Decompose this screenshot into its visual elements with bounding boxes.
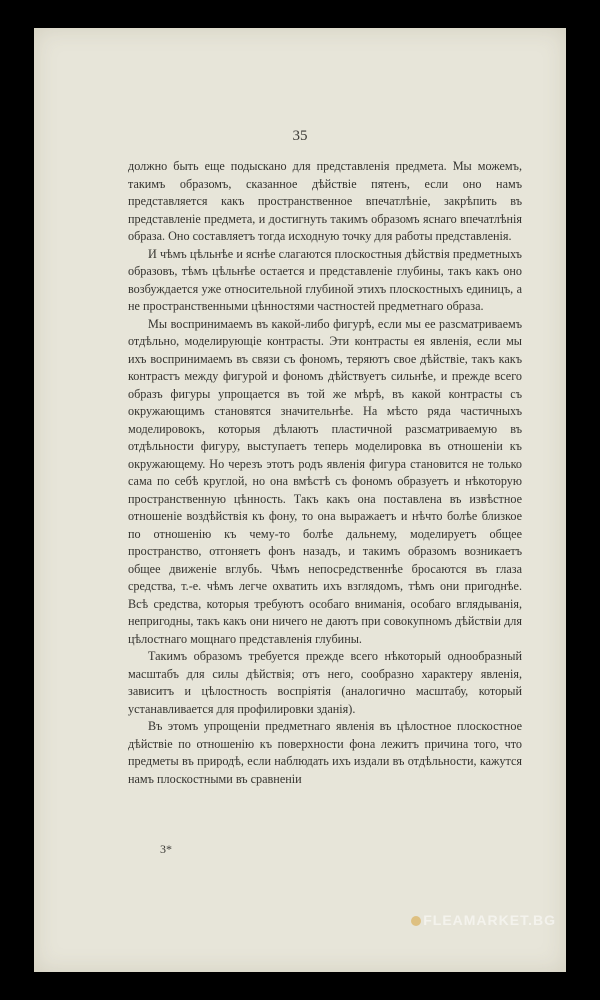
signature-mark: 3* (160, 842, 172, 856)
book-page (34, 28, 566, 972)
watermark (411, 912, 556, 928)
watermark-logo-icon (411, 916, 421, 926)
paragraph-2: И чѣмъ цѣльнѣе и яснѣе слагаются плоскостныя дѣйствія предметныхъ образовъ, тѣмъ цѣльнѣе остается и представленіе глубины, такъ какъ оно возбуждается уже относительной глубиной этихъ плоскостныхъ единицъ, а не пространственными цѣнностями частностей предметнаго образа. (128, 246, 522, 313)
paragraph-3: Мы воспринимаемъ въ какой-либо фигурѣ, если мы ее разсматриваемъ отдѣльно, моделирующіе контрасты. Эти контрасты ея явленія, если мы ихъ воспринимаемъ въ связи съ фономъ, теряютъ свое дѣйствіе, такъ какъ контрастъ между фигурой и фономъ дѣйствуетъ сильнѣе, и прежде всего образъ фигуры упрощается въ той же мѣрѣ, въ какой контрасты съ окружающимъ становятся значительнѣе. На мѣсто ряда частичныхъ моделировокъ, которыя дѣлаютъ пластичной разсматриваемую въ отдѣльности фигуру, выступаетъ теперь моделировка въ отношеніи къ окружающему. Но черезъ этотъ родъ явленія фигура становится не только сама по себѣ круглой, но она вмѣстѣ съ фономъ образуетъ и нѣкоторую пространственную цѣнность. Такъ какъ она поставлена въ извѣстное отношеніе воздѣйствія къ фону, то она выражаетъ и нѣчто болѣе близкое по отношенію къ чему-то болѣе дальнему, моделируетъ общее пространство, отгоняетъ фонъ назадъ, и такимъ образомъ возникаетъ общее движеніе вглубь. Чѣмъ непосредственнѣе бросаются въ глаза средства, т.-е. чѣмъ легче охватить ихъ взглядомъ, тѣмъ они пригоднѣе. Всѣ средства, которыя требуютъ особаго вниманія, особаго вглядыванія, непригодны, такъ какъ они ничего не даютъ при совокупномъ дѣйствіи для цѣлостнаго мощнаго представленія глубины. (128, 316, 522, 646)
paragraph-4: Такимъ образомъ требуется прежде всего нѣкоторый однообразный масштабъ для силы дѣйствія; отъ него, сообразно характеру явленія, зависитъ и цѣлостность воспріятія (аналогично масштабу, который устанавливается для профилировки зданія). (128, 649, 522, 716)
paragraph-1: должно быть еще подыскано для представленія предмета. Мы можемъ, такимъ образомъ, сказанное дѣйствіе пятенъ, если оно намъ представляется какъ пространственное впечатлѣніе, закрѣпить въ представленіе предмета, и достигнуть такимъ образомъ яснаго впечатлѣнія образа. Оно составляетъ тогда исходную точку для работы представленія. (128, 159, 522, 243)
paragraph-5: Въ этомъ упрощеніи предметнаго явленія въ цѣлостное плоскостное дѣйствіе по отношенію къ поверхности фона лежитъ причина того, что предметы въ природѣ, если наблюдать ихъ издали въ отдѣльности, кажутся намъ плоскостными въ сравненіи (128, 719, 522, 786)
watermark-text: FLEAMARKET.BG (423, 912, 556, 928)
page-number: 35 (292, 128, 308, 144)
page-body (128, 158, 522, 788)
